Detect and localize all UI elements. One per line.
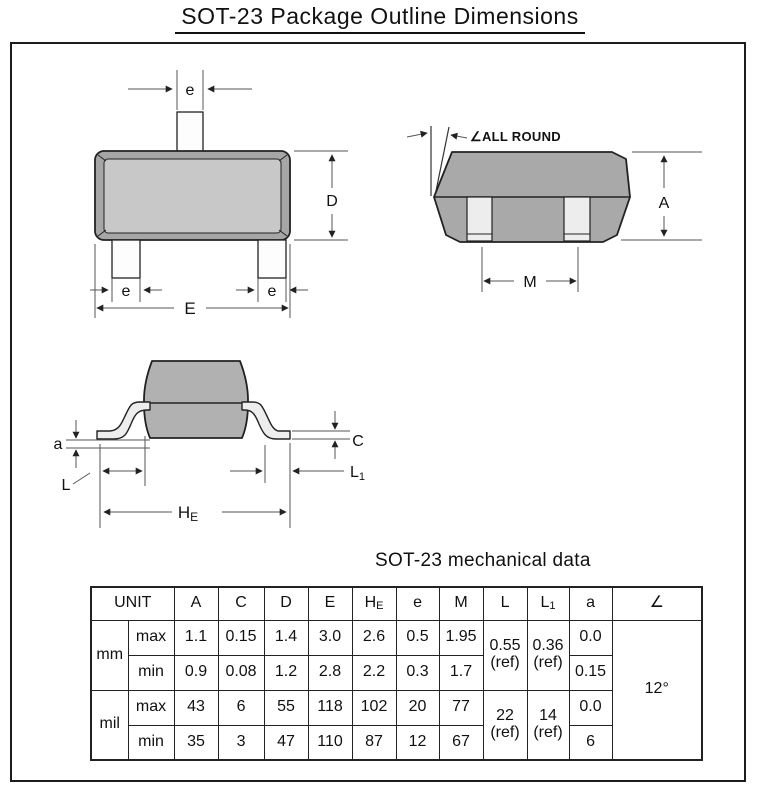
bottom-lead-left <box>112 240 140 278</box>
value-cell: 2.2 <box>352 655 396 690</box>
header-E: E <box>308 587 352 620</box>
value-cell: 0.0 <box>569 690 612 725</box>
dim-label-C: C <box>352 433 364 450</box>
value-cell: 102 <box>352 690 396 725</box>
header-unit: UNIT <box>91 587 174 620</box>
dim-label-E: E <box>184 299 196 318</box>
header-e: e <box>396 587 439 620</box>
package-body-front <box>95 151 290 240</box>
arrow-line <box>407 133 427 137</box>
chamfer-note-label: ∠ALL ROUND <box>470 129 561 144</box>
value-cell: 1.4 <box>264 620 308 655</box>
side-view <box>395 100 710 300</box>
value-cell: 87 <box>352 725 396 760</box>
value-cell: 55 <box>264 690 308 725</box>
value-cell: 3 <box>218 725 264 760</box>
value-cell: 2.8 <box>308 655 352 690</box>
package-body-face <box>104 159 281 233</box>
profile-view <box>50 348 380 538</box>
value-cell: 1.2 <box>264 655 308 690</box>
dim-label-D: D <box>326 193 338 210</box>
front-view <box>55 60 375 330</box>
row-mil-min <box>91 725 702 760</box>
value-cell: 43 <box>174 690 218 725</box>
value-cell: 35 <box>174 725 218 760</box>
value-cell: 0.3 <box>396 655 439 690</box>
value-cell: 0.9 <box>174 655 218 690</box>
row-mil-max <box>91 690 702 725</box>
top-lead <box>177 112 203 152</box>
value-cell: 2.6 <box>352 620 396 655</box>
gullwing-lead-right <box>242 402 290 439</box>
value-cell: 1.1 <box>174 620 218 655</box>
value-cell: 6 <box>218 690 264 725</box>
limit-cell: max <box>128 620 174 655</box>
value-cell: 0.15 <box>569 655 612 690</box>
dim-label-A: A <box>658 195 670 212</box>
value-cell: 0.15 <box>218 620 264 655</box>
unit-cell-mil: mil <box>91 690 128 760</box>
dim-label-L1: L1 <box>350 464 366 483</box>
package-body-profile <box>144 361 248 438</box>
value-cell: 47 <box>264 725 308 760</box>
side-lead-right <box>564 197 590 241</box>
leader-line <box>73 473 90 484</box>
mechanical-data-table <box>90 586 703 761</box>
header-L: L <box>483 587 527 620</box>
dim-label-M: M <box>523 274 537 291</box>
value-cell: 20 <box>396 690 439 725</box>
value-cell: 110 <box>308 725 352 760</box>
dim-L1 <box>230 443 344 528</box>
dim-C <box>292 411 350 459</box>
value-cell-L1-mm: 0.36 (ref) <box>527 620 569 690</box>
limit-cell: min <box>128 725 174 760</box>
dim-label-HE: HE <box>177 503 199 524</box>
dim-label-a: a <box>53 436 63 453</box>
value-cell: 6 <box>569 725 612 760</box>
header-C: C <box>218 587 264 620</box>
table-title: SOT-23 mechanical data <box>375 550 591 571</box>
value-cell-L-mm: 0.55 (ref) <box>483 620 527 690</box>
header-D: D <box>264 587 308 620</box>
value-cell: 1.95 <box>439 620 483 655</box>
value-cell-L1-mil: 14 (ref) <box>527 690 569 760</box>
dim-a <box>66 420 150 468</box>
header-L1: L1 <box>527 587 569 620</box>
header-a: a <box>569 587 612 620</box>
value-cell: 118 <box>308 690 352 725</box>
value-cell: 3.0 <box>308 620 352 655</box>
value-cell: 0.08 <box>218 655 264 690</box>
value-cell: 77 <box>439 690 483 725</box>
page-title: SOT-23 Package Outline Dimensions <box>175 3 584 34</box>
table-header-row <box>91 587 702 620</box>
page-title-row <box>0 3 760 34</box>
limit-cell: min <box>128 655 174 690</box>
value-cell-angle: 12° <box>612 620 702 760</box>
header-M: M <box>439 587 483 620</box>
limit-cell: max <box>128 690 174 725</box>
row-mm-min <box>91 655 702 690</box>
dim-label-e-bottom-left: e <box>121 283 131 300</box>
header-A: A <box>174 587 218 620</box>
header-HE: HE <box>352 587 396 620</box>
value-cell: 12 <box>396 725 439 760</box>
arrow-line <box>451 135 467 138</box>
value-cell: 0.0 <box>569 620 612 655</box>
side-lead-left <box>467 197 492 241</box>
value-cell: 1.7 <box>439 655 483 690</box>
gullwing-lead-left <box>97 402 150 439</box>
value-cell-L-mil: 22 (ref) <box>483 690 527 760</box>
value-cell: 67 <box>439 725 483 760</box>
dim-L <box>73 436 145 528</box>
unit-cell-mm: mm <box>91 620 128 690</box>
dim-label-e-top: e <box>185 82 195 99</box>
dim-label-L: L <box>61 477 71 494</box>
dim-D <box>294 151 348 240</box>
value-cell: 0.5 <box>396 620 439 655</box>
row-mm-max <box>91 620 702 655</box>
dim-label-e-bottom-right: e <box>267 283 277 300</box>
bottom-lead-right <box>258 240 286 278</box>
header-angle: ∠ <box>612 587 702 620</box>
